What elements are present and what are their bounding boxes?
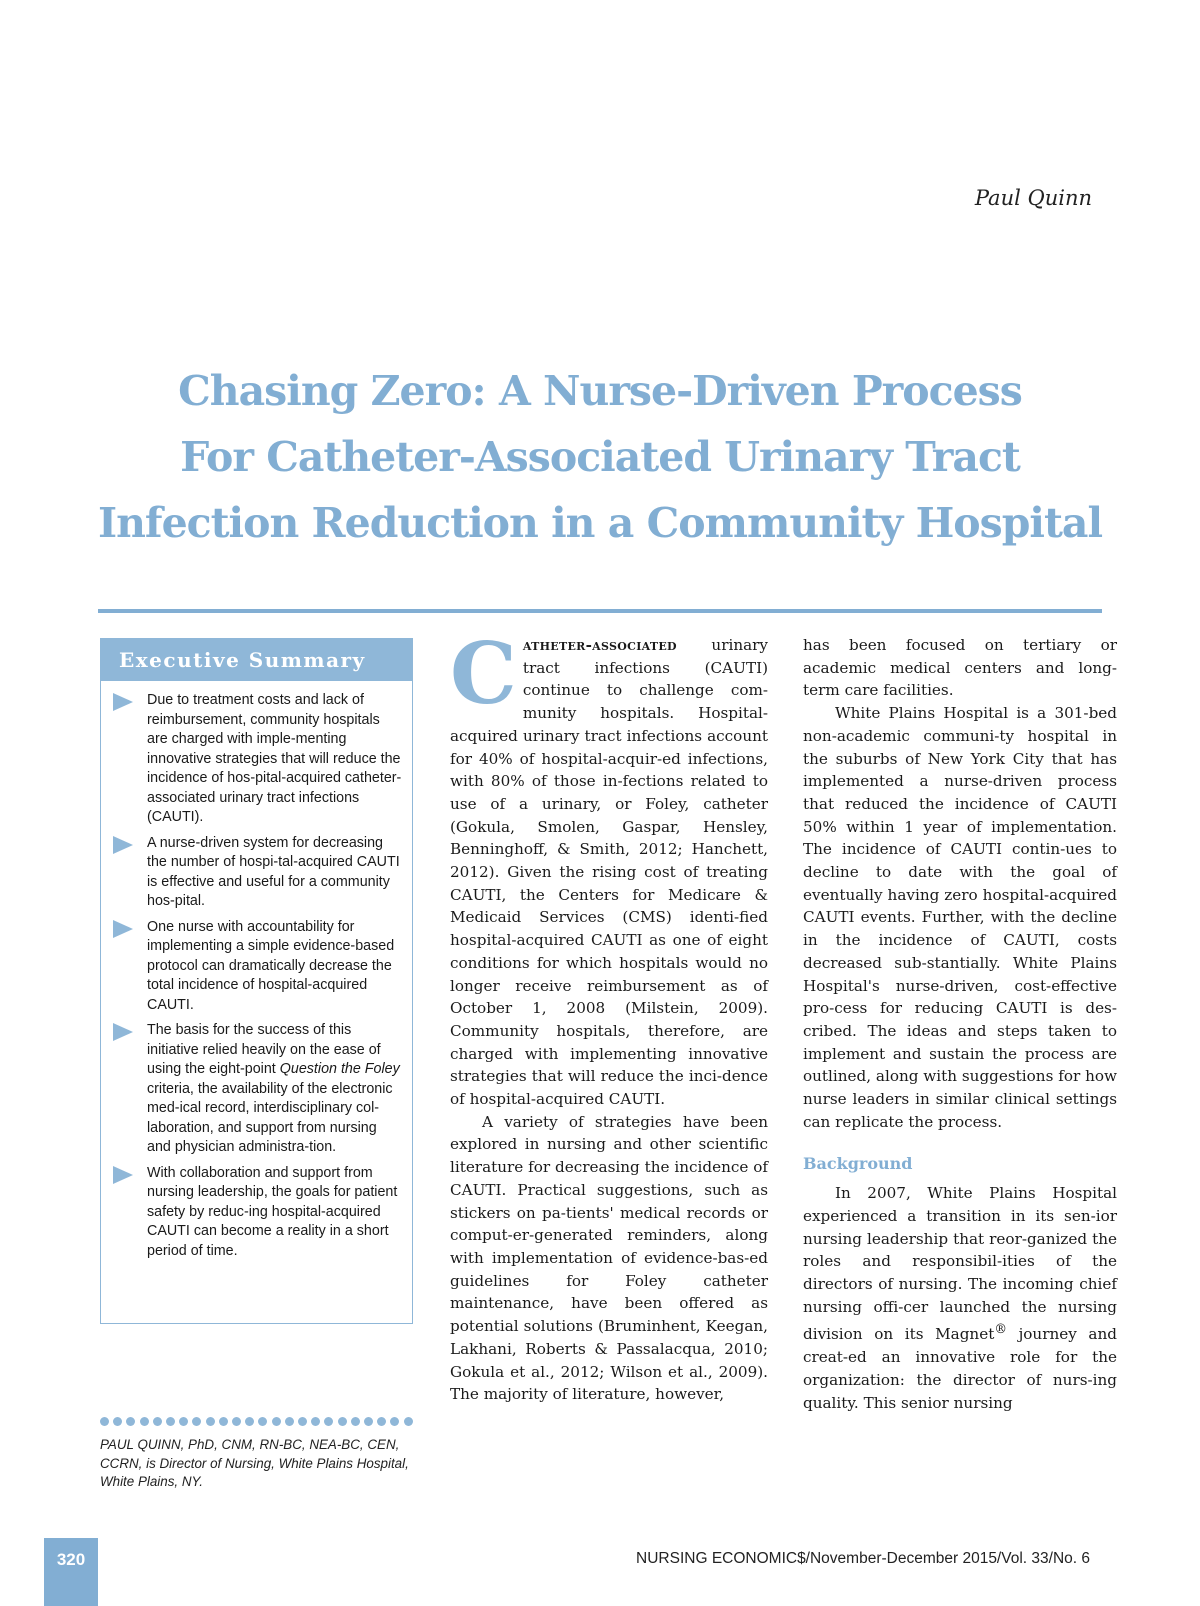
journal-footer: NURSING ECONOMIC$/November-December 2015/Vol. 33/No. 6 — [636, 1550, 1090, 1567]
divider-dot — [140, 1417, 149, 1426]
paragraph-text: In 2007, White Plains Hospital experienced a transition in its sen-ior nursing leadership that reor-ganized the roles and responsibil-ities of the directors of nursing. The incoming chief nursing offi-cer launched the nursing division on its Magnet — [803, 1184, 1117, 1344]
divider-dot — [232, 1417, 241, 1426]
article-title — [60, 358, 1140, 556]
summary-item — [113, 918, 402, 1016]
lead-in-smallcaps: atheter-associated — [522, 636, 677, 654]
divider-dot — [179, 1417, 188, 1426]
summary-item — [113, 1021, 402, 1158]
summary-item — [113, 834, 402, 912]
executive-summary-list — [113, 691, 402, 1267]
paragraph-text: urinary tract infections (CAUTI) continue to challenge com-munity hospitals. Hospital-acquired urinary tract infections account for 40% of hospital-acquir-ed infections, with 80% of those in-fections related to use of a urinary, or Foley, catheter (Gokula, Smolen, Gaspar, Hensley, Benninghoff, & Smith, 2012; Hanchett, 2012). Given the rising cost of treating CAUTI, the Centers for Medicare & Medicaid Services (CMS) identi-fied hospital-acquired CAUTI as one of eight conditions for which hospitals would no longer receive reimbursement as of October 1, 2008 (Milstein, 2009). Community hospitals, therefore, are charged with implementing innovative strategies that will reduce the inci-dence of hospital-acquired CAUTI. — [450, 636, 768, 1109]
divider-dot — [113, 1417, 122, 1426]
summary-item-text: A nurse-driven system for decreasing the number of hospi-tal-acquired CAUTI is effective and useful for a community hos-pital. — [147, 834, 400, 909]
summary-item-italic: Question the Foley — [279, 1061, 400, 1077]
divider-dot — [324, 1417, 333, 1426]
arrow-bullet-icon — [113, 1023, 133, 1041]
divider-dot — [351, 1417, 360, 1426]
arrow-bullet-icon — [113, 920, 133, 938]
divider-dot — [404, 1417, 413, 1426]
section-heading-background: Background — [803, 1154, 913, 1174]
summary-item-text-cont: criteria, the availability of the electronic med-ical record, interdisciplinary col-laboration, and support from nursing and physician administra-tion. — [147, 1080, 393, 1155]
paragraph: has been focused on tertiary or academic medical centers and long-term care facilities. — [803, 636, 1117, 700]
divider-dot — [285, 1417, 294, 1426]
paragraph: A variety of strategies have been explored in nursing and other scientific literature for decreasing the incidence of CAUTI. Practical suggestions, such as stickers on pa-tients' medical records or comput-er-generated reminders, along with implementation of evidence-bas-ed guidelines for Foley catheter maintenance, have been offered as potential solutions (Bruminhent, Keegan, Lakhani, Roberts & Passalacqua, 2010; Gokula et al., 2012; Wilson et al., 2009). The majority of literature, however, — [450, 1112, 768, 1404]
drop-cap: C — [450, 624, 517, 723]
arrow-bullet-icon — [113, 693, 133, 711]
paragraph: White Plains Hospital is a 301-bed non-academic communi-ty hospital in the suburbs of New York City that has implemented a nurse-driven process that reduced the incidence of CAUTI 50% within 1 year of implementation. The incidence of CAUTI contin-ues to decline to date with the goal of eventually having zero hospital-acquired CAUTI events. Further, with the decline in the incidence of CAUTI, costs decreased sub-stantially. White Plains Hospital's nurse-driven, cost-effective pro-cess for reducing CAUTI is des-cribed. The ideas and steps taken to implement and sustain the process are outlined, along with suggestions for how nurse leaders in similar clinical settings can replicate the process. — [803, 704, 1117, 1131]
page-number-tab — [44, 1538, 98, 1606]
divider-dot — [377, 1417, 386, 1426]
divider-dot — [153, 1417, 162, 1426]
divider-dot — [298, 1417, 307, 1426]
divider-dot — [311, 1417, 320, 1426]
summary-item — [113, 691, 402, 828]
divider-dot — [126, 1417, 135, 1426]
summary-item-text: The basis for the success of this initiative relied heavily on the ease of using the eight-point — [147, 1022, 381, 1077]
title-divider — [98, 609, 1102, 613]
divider-dot — [245, 1417, 254, 1426]
divider-dot — [192, 1417, 201, 1426]
title-line-2: For Catheter-Associated Urinary Tract — [180, 433, 1020, 481]
arrow-bullet-icon — [113, 1166, 133, 1184]
divider-dot — [258, 1417, 267, 1426]
divider-dot — [206, 1417, 215, 1426]
summary-item-text: One nurse with accountability for implementing a simple evidence-based protocol can dramatically decrease the total incidence of hospital-acquired CAUTI. — [147, 918, 395, 1013]
summary-item — [113, 1164, 402, 1262]
divider-dot — [272, 1417, 281, 1426]
divider-dot — [100, 1417, 109, 1426]
body-column-2 — [803, 634, 1117, 1414]
body-column-1 — [450, 624, 768, 1406]
arrow-bullet-icon — [113, 836, 133, 854]
title-line-1: Chasing Zero: A Nurse-Driven Process — [178, 367, 1022, 415]
title-line-3: Infection Reduction in a Community Hospital — [97, 499, 1103, 547]
author-bio: PAUL QUINN, PhD, CNM, RN-BC, NEA-BC, CEN, CCRN, is Director of Nursing, White Plains Hospital, White Plains, NY. — [100, 1437, 409, 1489]
author-byline: Paul Quinn — [974, 186, 1092, 210]
summary-item-text: With collaboration and support from nursing leadership, the goals for patient safety by reduc-ing hospital-acquired CAUTI can become a reality in a short period of time. — [147, 1164, 398, 1259]
divider-dot — [364, 1417, 373, 1426]
executive-summary-box — [100, 638, 413, 1324]
divider-dot — [166, 1417, 175, 1426]
summary-item-text: Due to treatment costs and lack of reimbursement, community hospitals are charged with imple-menting innovative strategies that will reduce the incidence of hos-pital-acquired catheter-associated urinary tract infections (CAUTI). — [147, 692, 402, 825]
dotted-divider — [100, 1417, 413, 1426]
paragraph-text-cont: journey and creat-ed an innovative role for the organization: the director of nurs-ing quality. This senior nursing — [803, 1325, 1117, 1412]
divider-dot — [390, 1417, 399, 1426]
registered-mark: ® — [994, 1321, 1007, 1337]
page-number: 320 — [56, 1550, 86, 1569]
executive-summary-heading: Executive Summary — [101, 639, 412, 681]
divider-dot — [219, 1417, 228, 1426]
divider-dot — [338, 1417, 347, 1426]
